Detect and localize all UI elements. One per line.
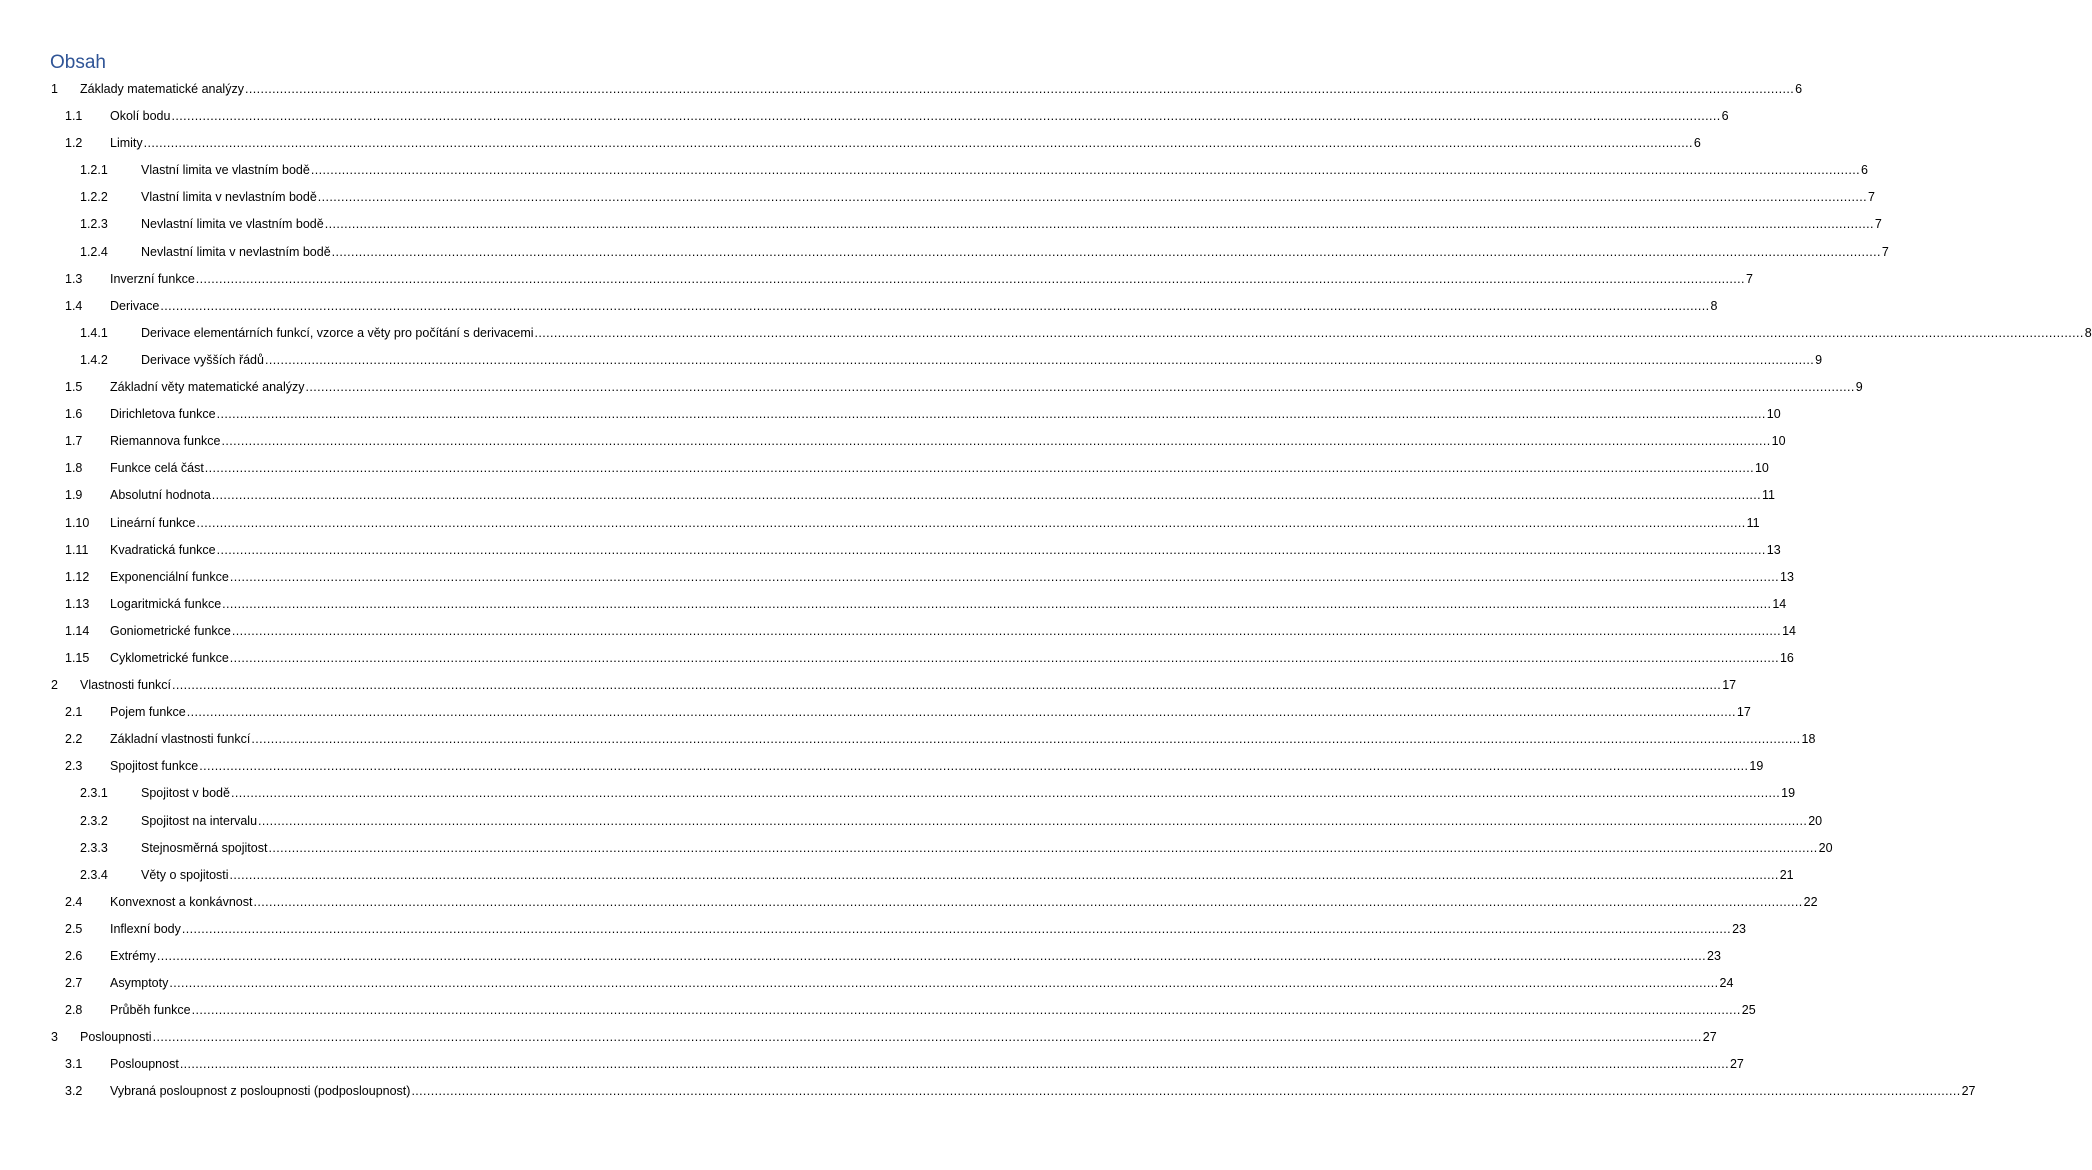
toc-entry-link[interactable] xyxy=(141,190,1875,205)
toc-entry[interactable] xyxy=(0,564,1794,591)
toc-entry-number: 3.1 xyxy=(65,1057,83,1072)
toc-entry[interactable] xyxy=(0,943,1721,970)
toc-entry-number: 2.5 xyxy=(65,921,83,936)
toc-entry[interactable] xyxy=(0,239,1889,266)
toc-entry-title: Lineární funkce xyxy=(110,515,196,530)
toc-entry[interactable] xyxy=(0,753,1764,780)
toc-entry[interactable] xyxy=(0,76,1803,103)
dot-leader: ................................................................................................................................................................................................................................................................................................................................................................................................................ xyxy=(229,569,1780,584)
toc-entry-link[interactable] xyxy=(110,380,1863,395)
dot-leader: ................................................................................................................................................................................................................................................................................................................................................................................................................ xyxy=(411,1084,1961,1099)
toc-entry-title: Posloupnosti xyxy=(80,1030,152,1045)
toc-entry-number: 1.15 xyxy=(65,650,90,665)
dot-leader: ................................................................................................................................................................................................................................................................................................................................................................................................................ xyxy=(324,217,1874,232)
toc-entry-title: Derivace xyxy=(110,298,160,313)
toc-entry[interactable] xyxy=(0,293,1718,320)
toc-entry-link[interactable] xyxy=(80,82,1803,96)
dot-leader: ................................................................................................................................................................................................................................................................................................................................................................................................................ xyxy=(143,136,1693,151)
toc-entry-number: 1.12 xyxy=(65,569,90,584)
toc-entry-number: 2 xyxy=(51,678,58,693)
toc-entry-title: Derivace vyšších řádů xyxy=(141,352,264,367)
toc-entry-title: Derivace elementárních funkcí, vzorce a věty pro počítání s derivacemi xyxy=(141,325,534,340)
toc-entry-number: 1.10 xyxy=(65,515,90,530)
dot-leader: ................................................................................................................................................................................................................................................................................................................................................................................................................ xyxy=(152,1030,1702,1045)
toc-entry-number: 1.8 xyxy=(65,461,83,476)
dot-leader: ................................................................................................................................................................................................................................................................................................................................................................................................................ xyxy=(179,1057,1729,1072)
toc-entry[interactable] xyxy=(0,889,1818,916)
toc-entry-page-number: 6 xyxy=(1693,136,1701,151)
toc-entry-number: 1 xyxy=(51,82,58,96)
toc-entry-link[interactable] xyxy=(110,1084,1976,1099)
toc-entry-page-number: 7 xyxy=(1881,244,1889,259)
toc-entry-link[interactable] xyxy=(110,434,1786,449)
toc-entry-title: Konvexnost a konkávnost xyxy=(110,894,253,909)
toc-entry-link[interactable] xyxy=(141,813,1823,828)
toc-entry-title: Spojitost v bodě xyxy=(141,786,230,801)
toc-entry-title: Extrémy xyxy=(110,949,156,963)
toc-entry-page-number: 23 xyxy=(1707,949,1721,963)
dot-leader: ................................................................................................................................................................................................................................................................................................................................................................................................................ xyxy=(169,976,1719,991)
toc-entry[interactable] xyxy=(0,130,1701,157)
toc-entry[interactable] xyxy=(0,699,1751,726)
toc-entry-page-number: 16 xyxy=(1779,650,1794,665)
toc-entry-number: 1.11 xyxy=(65,542,89,557)
toc-entry-number: 1.4 xyxy=(65,298,83,313)
toc-entry[interactable] xyxy=(0,997,1756,1024)
toc-entry-title: Vlastní limita ve vlastním bodě xyxy=(141,163,310,178)
toc-entry-page-number: 22 xyxy=(1803,894,1818,909)
toc-entry[interactable] xyxy=(0,537,1781,564)
toc-entry-number: 2.7 xyxy=(65,976,83,991)
toc-entry[interactable] xyxy=(0,211,1882,238)
toc-entry-link[interactable] xyxy=(110,921,1746,936)
toc-entry-number: 3.2 xyxy=(65,1084,83,1099)
dot-leader: ................................................................................................................................................................................................................................................................................................................................................................................................................ xyxy=(186,705,1736,720)
toc-entry-number: 1.2.4 xyxy=(80,244,108,259)
toc-entry-title: Průběh funkce xyxy=(110,1003,191,1018)
table-of-contents xyxy=(0,76,2092,1106)
toc-entry-page-number: 20 xyxy=(1818,840,1833,855)
toc-entry-number: 1.2.1 xyxy=(80,163,108,178)
toc-entry-title: Základní věty matematické analýzy xyxy=(110,380,305,395)
toc-entry-number: 1.2 xyxy=(65,136,83,151)
toc-entry[interactable] xyxy=(0,455,1769,482)
toc-entry-page-number: 27 xyxy=(1961,1084,1976,1099)
toc-entry[interactable] xyxy=(0,103,1729,130)
dot-leader: ................................................................................................................................................................................................................................................................................................................................................................................................................ xyxy=(216,542,1766,557)
toc-entry-link[interactable] xyxy=(110,542,1781,557)
toc-entry-number: 2.6 xyxy=(65,949,83,963)
toc-entry-page-number: 10 xyxy=(1754,461,1769,476)
toc-entry-number: 1.5 xyxy=(65,380,83,395)
toc-entry-title: Nevlastní limita v nevlastním bodě xyxy=(141,244,331,259)
toc-entry-link[interactable] xyxy=(80,1030,1717,1045)
dot-leader: ................................................................................................................................................................................................................................................................................................................................................................................................................ xyxy=(310,163,1860,178)
toc-entry-link[interactable] xyxy=(110,976,1734,991)
toc-entry-link[interactable] xyxy=(110,623,1796,638)
toc-entry-link[interactable] xyxy=(110,596,1787,611)
toc-entry-page-number: 9 xyxy=(1855,380,1863,395)
toc-entry-title: Stejnosměrná spojitost xyxy=(141,840,268,855)
toc-entry-link[interactable] xyxy=(141,217,1882,232)
toc-entry-page-number: 7 xyxy=(1867,190,1875,205)
toc-entry-link[interactable] xyxy=(110,569,1794,584)
dot-leader: ................................................................................................................................................................................................................................................................................................................................................................................................................ xyxy=(160,298,1710,313)
toc-entry-title: Spojitost na intervalu xyxy=(141,813,258,828)
toc-entry[interactable] xyxy=(0,266,1753,293)
toc-entry-link[interactable] xyxy=(110,732,1816,747)
toc-entry-link[interactable] xyxy=(110,759,1764,774)
toc-entry[interactable] xyxy=(0,862,1794,889)
dot-leader: ................................................................................................................................................................................................................................................................................................................................................................................................................ xyxy=(191,1003,1741,1018)
toc-entry-title: Nevlastní limita ve vlastním bodě xyxy=(141,217,324,232)
toc-entry-link[interactable] xyxy=(141,786,1796,801)
toc-entry-link[interactable] xyxy=(141,840,1833,855)
toc-entry[interactable] xyxy=(0,1051,1744,1078)
toc-entry-link[interactable] xyxy=(110,894,1818,909)
toc-entry-link[interactable] xyxy=(141,244,1889,259)
toc-entry[interactable] xyxy=(0,428,1786,455)
toc-entry-title: Inverzní funkce xyxy=(110,271,195,286)
dot-leader: ................................................................................................................................................................................................................................................................................................................................................................................................................ xyxy=(221,434,1771,449)
toc-entry-title: Riemannova funkce xyxy=(110,434,221,449)
dot-leader: ................................................................................................................................................................................................................................................................................................................................................................................................................ xyxy=(196,515,1746,530)
toc-entry-page-number: 19 xyxy=(1781,786,1796,801)
dot-leader: ................................................................................................................................................................................................................................................................................................................................................................................................................ xyxy=(253,894,1803,909)
dot-leader: ................................................................................................................................................................................................................................................................................................................................................................................................................ xyxy=(258,813,1808,828)
toc-entry-page-number: 17 xyxy=(1722,678,1737,693)
toc-entry[interactable] xyxy=(0,780,1796,807)
toc-entry-page-number: 19 xyxy=(1749,759,1764,774)
toc-entry-number: 2.1 xyxy=(65,705,83,720)
dot-leader: ................................................................................................................................................................................................................................................................................................................................................................................................................ xyxy=(264,352,1815,367)
toc-entry[interactable] xyxy=(0,672,1737,699)
dot-leader: ................................................................................................................................................................................................................................................................................................................................................................................................................ xyxy=(317,190,1867,205)
toc-entry-page-number: 25 xyxy=(1741,1003,1756,1018)
dot-leader: ................................................................................................................................................................................................................................................................................................................................................................................................................ xyxy=(331,244,1881,259)
toc-entry-number: 1.13 xyxy=(65,596,90,611)
toc-entry[interactable] xyxy=(0,835,1833,862)
toc-entry[interactable] xyxy=(0,1024,1717,1051)
toc-entry-title: Základy matematické analýzy xyxy=(80,82,244,96)
toc-entry-page-number: 6 xyxy=(1861,163,1868,178)
toc-entry-number: 2.4 xyxy=(65,894,83,909)
toc-entry-page-number: 17 xyxy=(1736,705,1751,720)
toc-entry[interactable] xyxy=(0,374,1863,401)
toc-entry[interactable] xyxy=(0,401,1781,428)
toc-entry-number: 1.4.1 xyxy=(80,325,108,340)
toc-entry[interactable] xyxy=(0,1078,1976,1105)
toc-entry-title: Spojitost funkce xyxy=(110,759,199,774)
dot-leader: ................................................................................................................................................................................................................................................................................................................................................................................................................ xyxy=(305,380,1855,395)
toc-entry-link[interactable] xyxy=(110,109,1729,124)
dot-leader: ................................................................................................................................................................................................................................................................................................................................................................................................................ xyxy=(211,488,1761,503)
dot-leader: ................................................................................................................................................................................................................................................................................................................................................................................................................ xyxy=(268,840,1818,855)
toc-entry-page-number: 14 xyxy=(1782,623,1796,638)
dot-leader: ................................................................................................................................................................................................................................................................................................................................................................................................................ xyxy=(244,82,1795,96)
toc-entry-page-number: 18 xyxy=(1801,732,1816,747)
dot-leader: ................................................................................................................................................................................................................................................................................................................................................................................................................ xyxy=(171,109,1721,124)
toc-entry-page-number: 27 xyxy=(1702,1030,1717,1045)
toc-entry-page-number: 27 xyxy=(1729,1057,1744,1072)
toc-entry-title: Posloupnost xyxy=(110,1057,179,1072)
toc-entry-title: Věty o spojitosti xyxy=(141,867,229,882)
toc-entry-page-number: 11 xyxy=(1746,515,1760,530)
toc-entry-title: Absolutní hodnota xyxy=(110,488,211,503)
toc-entry[interactable] xyxy=(0,482,1775,509)
toc-entry-title: Vybraná posloupnost z posloupnosti (podposloupnost) xyxy=(110,1084,411,1099)
toc-entry-link[interactable] xyxy=(110,407,1781,422)
toc-entry-link[interactable] xyxy=(110,488,1775,503)
toc-heading: Obsah xyxy=(50,52,106,73)
toc-entry-number: 2.2 xyxy=(65,732,83,747)
toc-entry-number: 2.3.4 xyxy=(80,867,108,882)
toc-entry[interactable] xyxy=(0,184,1875,211)
dot-leader: ................................................................................................................................................................................................................................................................................................................................................................................................................ xyxy=(251,732,1801,747)
toc-entry-page-number: 8 xyxy=(2084,325,2092,340)
toc-entry-title: Funkce celá část xyxy=(110,461,204,476)
toc-entry-number: 2.3.1 xyxy=(80,786,108,801)
dot-leader: ................................................................................................................................................................................................................................................................................................................................................................................................................ xyxy=(229,650,1779,665)
toc-entry-title: Exponenciální funkce xyxy=(110,569,229,584)
toc-entry-page-number: 10 xyxy=(1766,407,1781,422)
toc-entry-number: 1.2.3 xyxy=(80,217,108,232)
toc-entry-title: Goniometrické funkce xyxy=(110,623,231,638)
dot-leader: ................................................................................................................................................................................................................................................................................................................................................................................................................ xyxy=(216,407,1766,422)
toc-entry-page-number: 6 xyxy=(1721,109,1729,124)
toc-entry-title: Cyklometrické funkce xyxy=(110,650,229,665)
toc-entry[interactable] xyxy=(0,645,1794,672)
toc-entry-title: Okolí bodu xyxy=(110,109,171,124)
toc-entry-page-number: 24 xyxy=(1719,976,1734,991)
toc-entry[interactable] xyxy=(0,157,1868,184)
toc-entry-number: 1.14 xyxy=(65,623,90,638)
toc-entry-link[interactable] xyxy=(110,515,1760,530)
toc-entry-number: 1.9 xyxy=(65,488,83,503)
toc-entry[interactable] xyxy=(0,347,1823,374)
toc-entry[interactable] xyxy=(0,970,1734,997)
toc-entry-link[interactable] xyxy=(141,352,1823,367)
toc-entry-link[interactable] xyxy=(80,678,1737,693)
toc-entry-number: 2.3 xyxy=(65,759,83,774)
toc-entry-page-number: 8 xyxy=(1710,298,1718,313)
toc-entry-page-number: 11 xyxy=(1761,488,1775,503)
dot-leader: ................................................................................................................................................................................................................................................................................................................................................................................................................ xyxy=(229,867,1779,882)
toc-entry-number: 2.3.3 xyxy=(80,840,108,855)
toc-entry-title: Vlastní limita v nevlastním bodě xyxy=(141,190,317,205)
toc-entry[interactable] xyxy=(0,320,2092,347)
toc-entry[interactable] xyxy=(0,916,1746,943)
toc-entry-page-number: 6 xyxy=(1795,82,1803,96)
toc-entry-page-number: 9 xyxy=(1815,352,1823,367)
toc-entry-page-number: 14 xyxy=(1772,596,1787,611)
toc-entry-title: Vlastnosti funkcí xyxy=(80,678,172,693)
toc-entry-link[interactable] xyxy=(110,136,1701,151)
toc-entry-link[interactable] xyxy=(110,1003,1756,1018)
toc-entry[interactable] xyxy=(0,808,1823,835)
toc-entry-page-number: 13 xyxy=(1780,569,1794,584)
dot-leader: ................................................................................................................................................................................................................................................................................................................................................................................................................ xyxy=(195,271,1745,286)
toc-entry-number: 3 xyxy=(51,1030,58,1045)
toc-entry-title: Logaritmická funkce xyxy=(110,596,222,611)
toc-entry-number: 1.6 xyxy=(65,407,83,422)
toc-entry-page-number: 10 xyxy=(1771,434,1786,449)
toc-entry-number: 1.2.2 xyxy=(80,190,108,205)
dot-leader: ................................................................................................................................................................................................................................................................................................................................................................................................................ xyxy=(222,596,1772,611)
toc-entry-link[interactable] xyxy=(110,461,1769,476)
toc-entry-link[interactable] xyxy=(110,298,1718,313)
toc-entry[interactable] xyxy=(0,618,1796,645)
toc-entry-number: 2.3.2 xyxy=(80,813,108,828)
toc-entry-link[interactable] xyxy=(110,1057,1744,1072)
dot-leader: ................................................................................................................................................................................................................................................................................................................................................................................................................ xyxy=(156,949,1707,963)
toc-entry-link[interactable] xyxy=(141,325,2092,340)
toc-entry-title: Pojem funkce xyxy=(110,705,186,720)
toc-entry-number: 1.4.2 xyxy=(80,352,108,367)
toc-entry-title: Dirichletova funkce xyxy=(110,407,216,422)
toc-entry-page-number: 13 xyxy=(1766,542,1781,557)
toc-entry-page-number: 20 xyxy=(1808,813,1823,828)
dot-leader: ................................................................................................................................................................................................................................................................................................................................................................................................................ xyxy=(172,678,1722,693)
toc-entry-page-number: 7 xyxy=(1745,271,1753,286)
toc-entry-page-number: 7 xyxy=(1874,217,1882,232)
toc-entry-title: Základní vlastnosti funkcí xyxy=(110,732,251,747)
toc-entry-link[interactable] xyxy=(141,163,1868,178)
toc-entry-title: Inflexní body xyxy=(110,921,181,936)
dot-leader: ................................................................................................................................................................................................................................................................................................................................................................................................................ xyxy=(231,623,1782,638)
toc-entry-title: Limity xyxy=(110,136,143,151)
toc-entry-link[interactable] xyxy=(110,271,1753,286)
dot-leader: ................................................................................................................................................................................................................................................................................................................................................................................................................ xyxy=(199,759,1749,774)
dot-leader: ................................................................................................................................................................................................................................................................................................................................................................................................................ xyxy=(181,921,1732,936)
toc-entry-page-number: 23 xyxy=(1732,921,1746,936)
toc-entry[interactable] xyxy=(0,726,1816,753)
toc-entry-title: Kvadratická funkce xyxy=(110,542,216,557)
toc-entry-link[interactable] xyxy=(110,705,1751,720)
dot-leader: ................................................................................................................................................................................................................................................................................................................................................................................................................ xyxy=(230,786,1781,801)
toc-entry[interactable] xyxy=(0,591,1787,618)
toc-entry-number: 2.8 xyxy=(65,1003,83,1018)
toc-entry-number: 1.1 xyxy=(65,109,83,124)
toc-entry-link[interactable] xyxy=(110,949,1721,963)
toc-entry-link[interactable] xyxy=(110,650,1794,665)
dot-leader: ................................................................................................................................................................................................................................................................................................................................................................................................................ xyxy=(534,325,2084,340)
toc-entry[interactable] xyxy=(0,510,1760,537)
toc-entry-link[interactable] xyxy=(141,867,1794,882)
toc-entry-number: 1.3 xyxy=(65,271,83,286)
toc-entry-page-number: 21 xyxy=(1779,867,1794,882)
toc-entry-title: Asymptoty xyxy=(110,976,169,991)
toc-entry-number: 1.7 xyxy=(65,434,83,449)
dot-leader: ................................................................................................................................................................................................................................................................................................................................................................................................................ xyxy=(204,461,1754,476)
